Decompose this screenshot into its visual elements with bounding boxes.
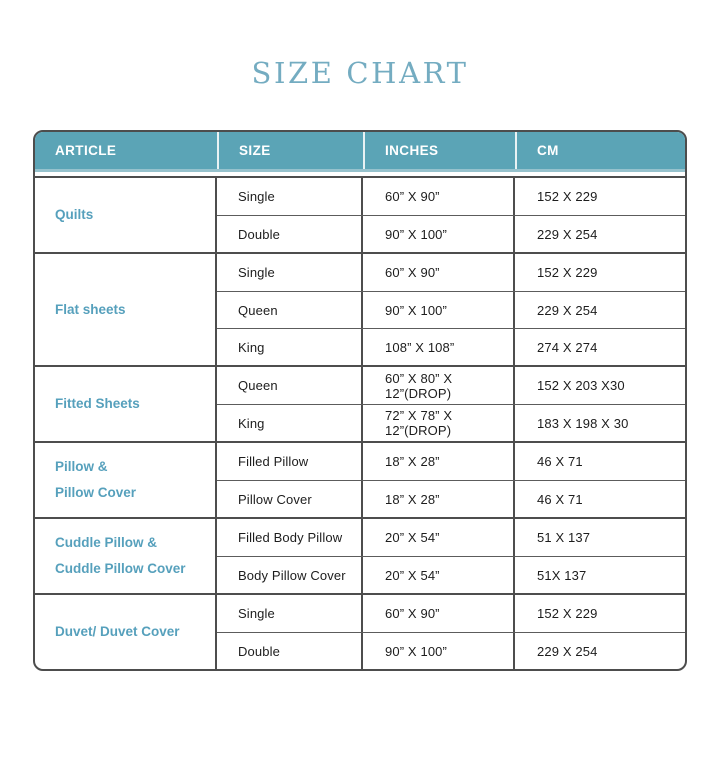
- article-label: Flat sheets: [55, 301, 126, 317]
- article-label: Fitted Sheets: [55, 396, 140, 411]
- size-cell: Double: [217, 633, 363, 669]
- header-cell-size: SIZE: [217, 132, 363, 169]
- table-row: [217, 328, 685, 365]
- article-label: Duvet/ Duvet Cover: [55, 624, 180, 639]
- size-cell: Queen: [217, 367, 363, 404]
- inches-cell: 108” X 108”: [363, 329, 515, 365]
- article-label: Pillow Cover: [55, 485, 137, 500]
- cm-cell: 51X 137: [537, 567, 587, 583]
- table-header-row: [35, 132, 685, 172]
- table-group-quilts: [35, 178, 685, 252]
- article-label: Cuddle Pillow Cover: [55, 561, 186, 576]
- table-row: [217, 178, 685, 215]
- table-row: [217, 480, 685, 517]
- size-cell: Single: [217, 595, 363, 632]
- table-row: [217, 215, 685, 252]
- inches-cell: 18” X 28”: [363, 443, 515, 480]
- cm-cell: 46 X 71: [537, 491, 583, 507]
- table-group-flat-sheets: [35, 252, 685, 365]
- article-label: Cuddle Pillow &: [55, 535, 158, 550]
- cm-cell: 229 X 254: [537, 643, 598, 659]
- article-label: Quilts: [55, 207, 94, 222]
- inches-cell: 90” X 100”: [363, 216, 515, 252]
- inches-cell: 72” X 78” X 12”(DROP): [363, 405, 515, 441]
- cm-cell: 152 X 229: [537, 189, 598, 204]
- cm-cell: 152 X 229: [537, 265, 598, 280]
- header-cell-cm: CM: [515, 132, 685, 169]
- size-cell: Double: [217, 216, 363, 252]
- size-chart-table: [33, 130, 687, 671]
- table-group-fitted-sheets: [35, 365, 685, 441]
- size-cell: Pillow Cover: [217, 481, 363, 517]
- size-cell: King: [217, 329, 363, 365]
- table-row: [217, 556, 685, 593]
- header-cell-inches: INCHES: [363, 132, 515, 169]
- article-cell: [35, 367, 217, 441]
- size-cell: Single: [217, 178, 363, 215]
- cm-cell: 229 X 254: [537, 302, 598, 318]
- table-row: [217, 404, 685, 441]
- size-cell: Queen: [217, 292, 363, 328]
- table-group-cuddle-pillow: [35, 517, 685, 593]
- page-title: SIZE CHART: [251, 56, 469, 90]
- cm-cell: 183 X 198 X 30: [537, 415, 629, 431]
- article-cell: [35, 595, 217, 669]
- table-group-pillow: [35, 441, 685, 517]
- cm-cell: 152 X 229: [537, 606, 598, 621]
- header-cell-article: ARTICLE: [55, 143, 117, 158]
- article-label: Pillow &: [55, 459, 108, 474]
- size-cell: Body Pillow Cover: [217, 557, 363, 593]
- table-row: [217, 595, 685, 632]
- table-row: [217, 519, 685, 556]
- article-cell: [35, 443, 217, 517]
- inches-cell: 90” X 100”: [363, 633, 515, 669]
- cm-cell: 229 X 254: [537, 226, 598, 242]
- table-row: [217, 443, 685, 480]
- article-cell: [35, 178, 217, 252]
- table-body: [35, 176, 685, 669]
- cm-cell: 51 X 137: [537, 530, 591, 545]
- cm-cell: 46 X 71: [537, 454, 583, 469]
- inches-cell: 90” X 100”: [363, 292, 515, 328]
- table-group-duvet: [35, 593, 685, 669]
- table-row: [217, 291, 685, 328]
- size-cell: Filled Body Pillow: [217, 519, 363, 556]
- size-cell: Single: [217, 254, 363, 291]
- inches-cell: 60” X 90”: [363, 254, 515, 291]
- inches-cell: 20” X 54”: [363, 557, 515, 593]
- table-row: [217, 254, 685, 291]
- inches-cell: 18” X 28”: [363, 481, 515, 517]
- article-cell: [35, 519, 217, 593]
- inches-cell: 60” X 90”: [363, 178, 515, 215]
- inches-cell: 60” X 90”: [363, 595, 515, 632]
- inches-cell: 60” X 80” X 12”(DROP): [363, 367, 515, 404]
- table-row: [217, 632, 685, 669]
- size-cell: Filled Pillow: [217, 443, 363, 480]
- size-cell: King: [217, 405, 363, 441]
- table-row: [217, 367, 685, 404]
- cm-cell: 152 X 203 X30: [537, 378, 625, 393]
- article-cell: [35, 254, 217, 365]
- cm-cell: 274 X 274: [537, 339, 598, 355]
- inches-cell: 20” X 54”: [363, 519, 515, 556]
